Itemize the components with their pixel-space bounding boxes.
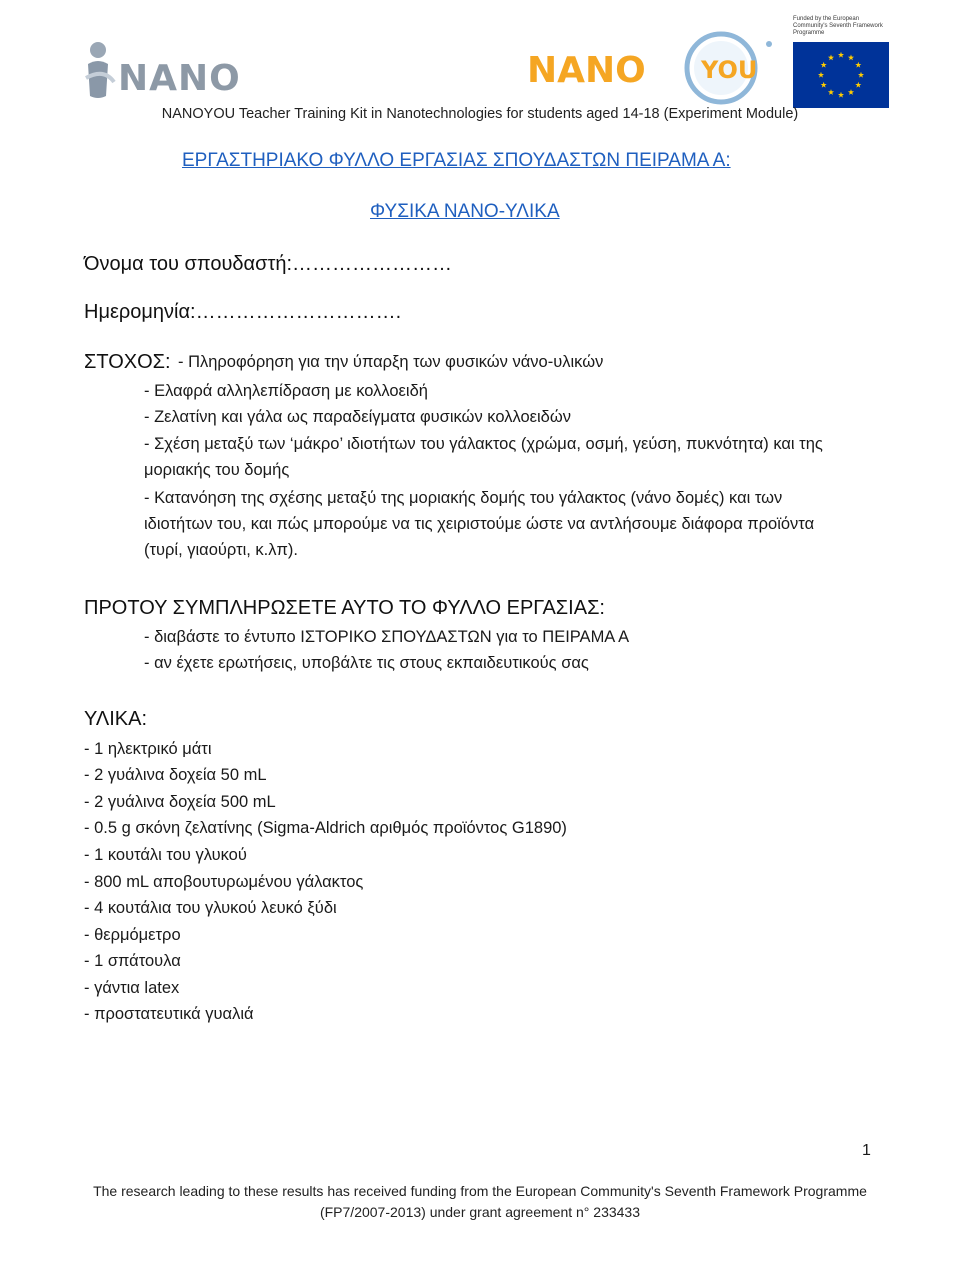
- goal-item: - Πληροφόρηση για την ύπαρξη των φυσικών νάνο-υλικών: [178, 353, 604, 371]
- eu-funding-logo: [793, 16, 889, 110]
- material-item: - 1 σπάτουλα: [84, 952, 181, 970]
- nanoyou-logo-nano-text: NANO: [527, 50, 646, 91]
- eu-caption: Funded by the European Community's Seventh Framework Programme: [793, 16, 883, 36]
- material-item: - 2 γυάλινα δοχεία 50 mL: [84, 766, 267, 784]
- material-item: - 800 mL αποβουτυρωμένου γάλακτος: [84, 873, 364, 891]
- nanoyou-logo-you-text: YOU: [701, 56, 758, 84]
- material-item: - 1 κουτάλι του γλυκού: [84, 846, 247, 864]
- nanoyou-logo: [525, 28, 775, 108]
- footer-funding-line-2: (FP7/2007-2013) under grant agreement n° 233433: [319, 1204, 641, 1220]
- materials-heading: ΥΛΙΚΑ:: [84, 708, 148, 730]
- goal-item: - Σχέση μεταξύ των ‘μάκρο’ ιδιοτήτων του γάλακτος (χρώμα, οσμή, γεύση, πυκνότητα) και της: [144, 435, 823, 453]
- goal-item-continued: ιδιοτήτων του, και πώς μπορούμε να τις χειριστούμε ώστε να αντλήσουμε διάφορα προϊόντα: [144, 515, 815, 533]
- date-field[interactable]: Ημερομηνία:………………………….: [84, 301, 402, 323]
- instruction-item: - αν έχετε ερωτήσεις, υποβάλτε τις στους εκπαιδευτικούς σας: [144, 654, 589, 672]
- material-item: - 2 γυάλινα δοχεία 500 mL: [84, 793, 276, 811]
- eu-flag-icon: [793, 42, 889, 108]
- page-number: 1: [862, 1142, 871, 1159]
- instruction-item: - διαβάστε το έντυπο ΙΣΤΟΡΙΚΟ ΣΠΟΥΔΑΣΤΩΝ για το ΠΕΙΡΑΜΑ Α: [144, 628, 630, 646]
- material-item: - 4 κουτάλια του γλυκού λευκό ξύδι: [84, 899, 337, 917]
- inano-logo-text: NANO: [118, 58, 241, 99]
- nanoyou-logo-graphic: [525, 28, 775, 108]
- goal-item: - Ελαφρά αλληλεπίδραση με κολλοειδή: [144, 382, 428, 400]
- material-item: - γάντια latex: [84, 979, 180, 997]
- goal-item-continued: (τυρί, γιαούρτι, κ.λπ).: [144, 541, 298, 559]
- before-heading: ΠΡΟΤΟΥ ΣΥΜΠΛΗΡΩΣΕΤΕ ΑΥΤΟ ΤΟ ΦΥΛΛΟ ΕΡΓΑΣΙΑΣ:: [84, 597, 605, 619]
- running-title: NANOYOU Teacher Training Kit in Nanotechnologies for students aged 14-18 (Experiment Module): [161, 106, 799, 122]
- student-name-field[interactable]: Όνομα του σπουδαστή:……………………: [84, 253, 453, 275]
- goals-label: ΣΤΟΧΟΣ:: [84, 351, 171, 373]
- footer-funding-line-1: The research leading to these results has received funding from the European Community's Seventh Framework Programme: [93, 1183, 867, 1199]
- inano-logo-graphic: [84, 38, 244, 102]
- material-item: - θερμόμετρο: [84, 926, 181, 944]
- goal-item: - Κατανόηση της σχέσης μεταξύ της μοριακής δομής του γάλακτος (νάνο δομές) και των: [144, 489, 783, 507]
- goal-item-continued: μοριακής του δομής: [144, 461, 290, 479]
- goal-item: - Ζελατίνη και γάλα ως παραδείγματα φυσικών κολλοειδών: [144, 408, 571, 426]
- document-title-line-2: ΦΥΣΙΚΑ ΝΑΝΟ-ΥΛΙΚΑ: [370, 201, 560, 222]
- inano-logo: [84, 38, 244, 102]
- material-item: - 0.5 g σκόνη ζελατίνης (Sigma-Aldrich αριθμός προϊόντος G1890): [84, 819, 567, 837]
- material-item: - προστατευτικά γυαλιά: [84, 1005, 254, 1023]
- material-item: - 1 ηλεκτρικό μάτι: [84, 740, 212, 758]
- document-title-line-1: ΕΡΓΑΣΤΗΡΙΑΚΟ ΦΥΛΛΟ ΕΡΓΑΣΙΑΣ ΣΠΟΥΔΑΣΤΩΝ ΠΕΙΡΑΜΑ Α:: [182, 150, 731, 171]
